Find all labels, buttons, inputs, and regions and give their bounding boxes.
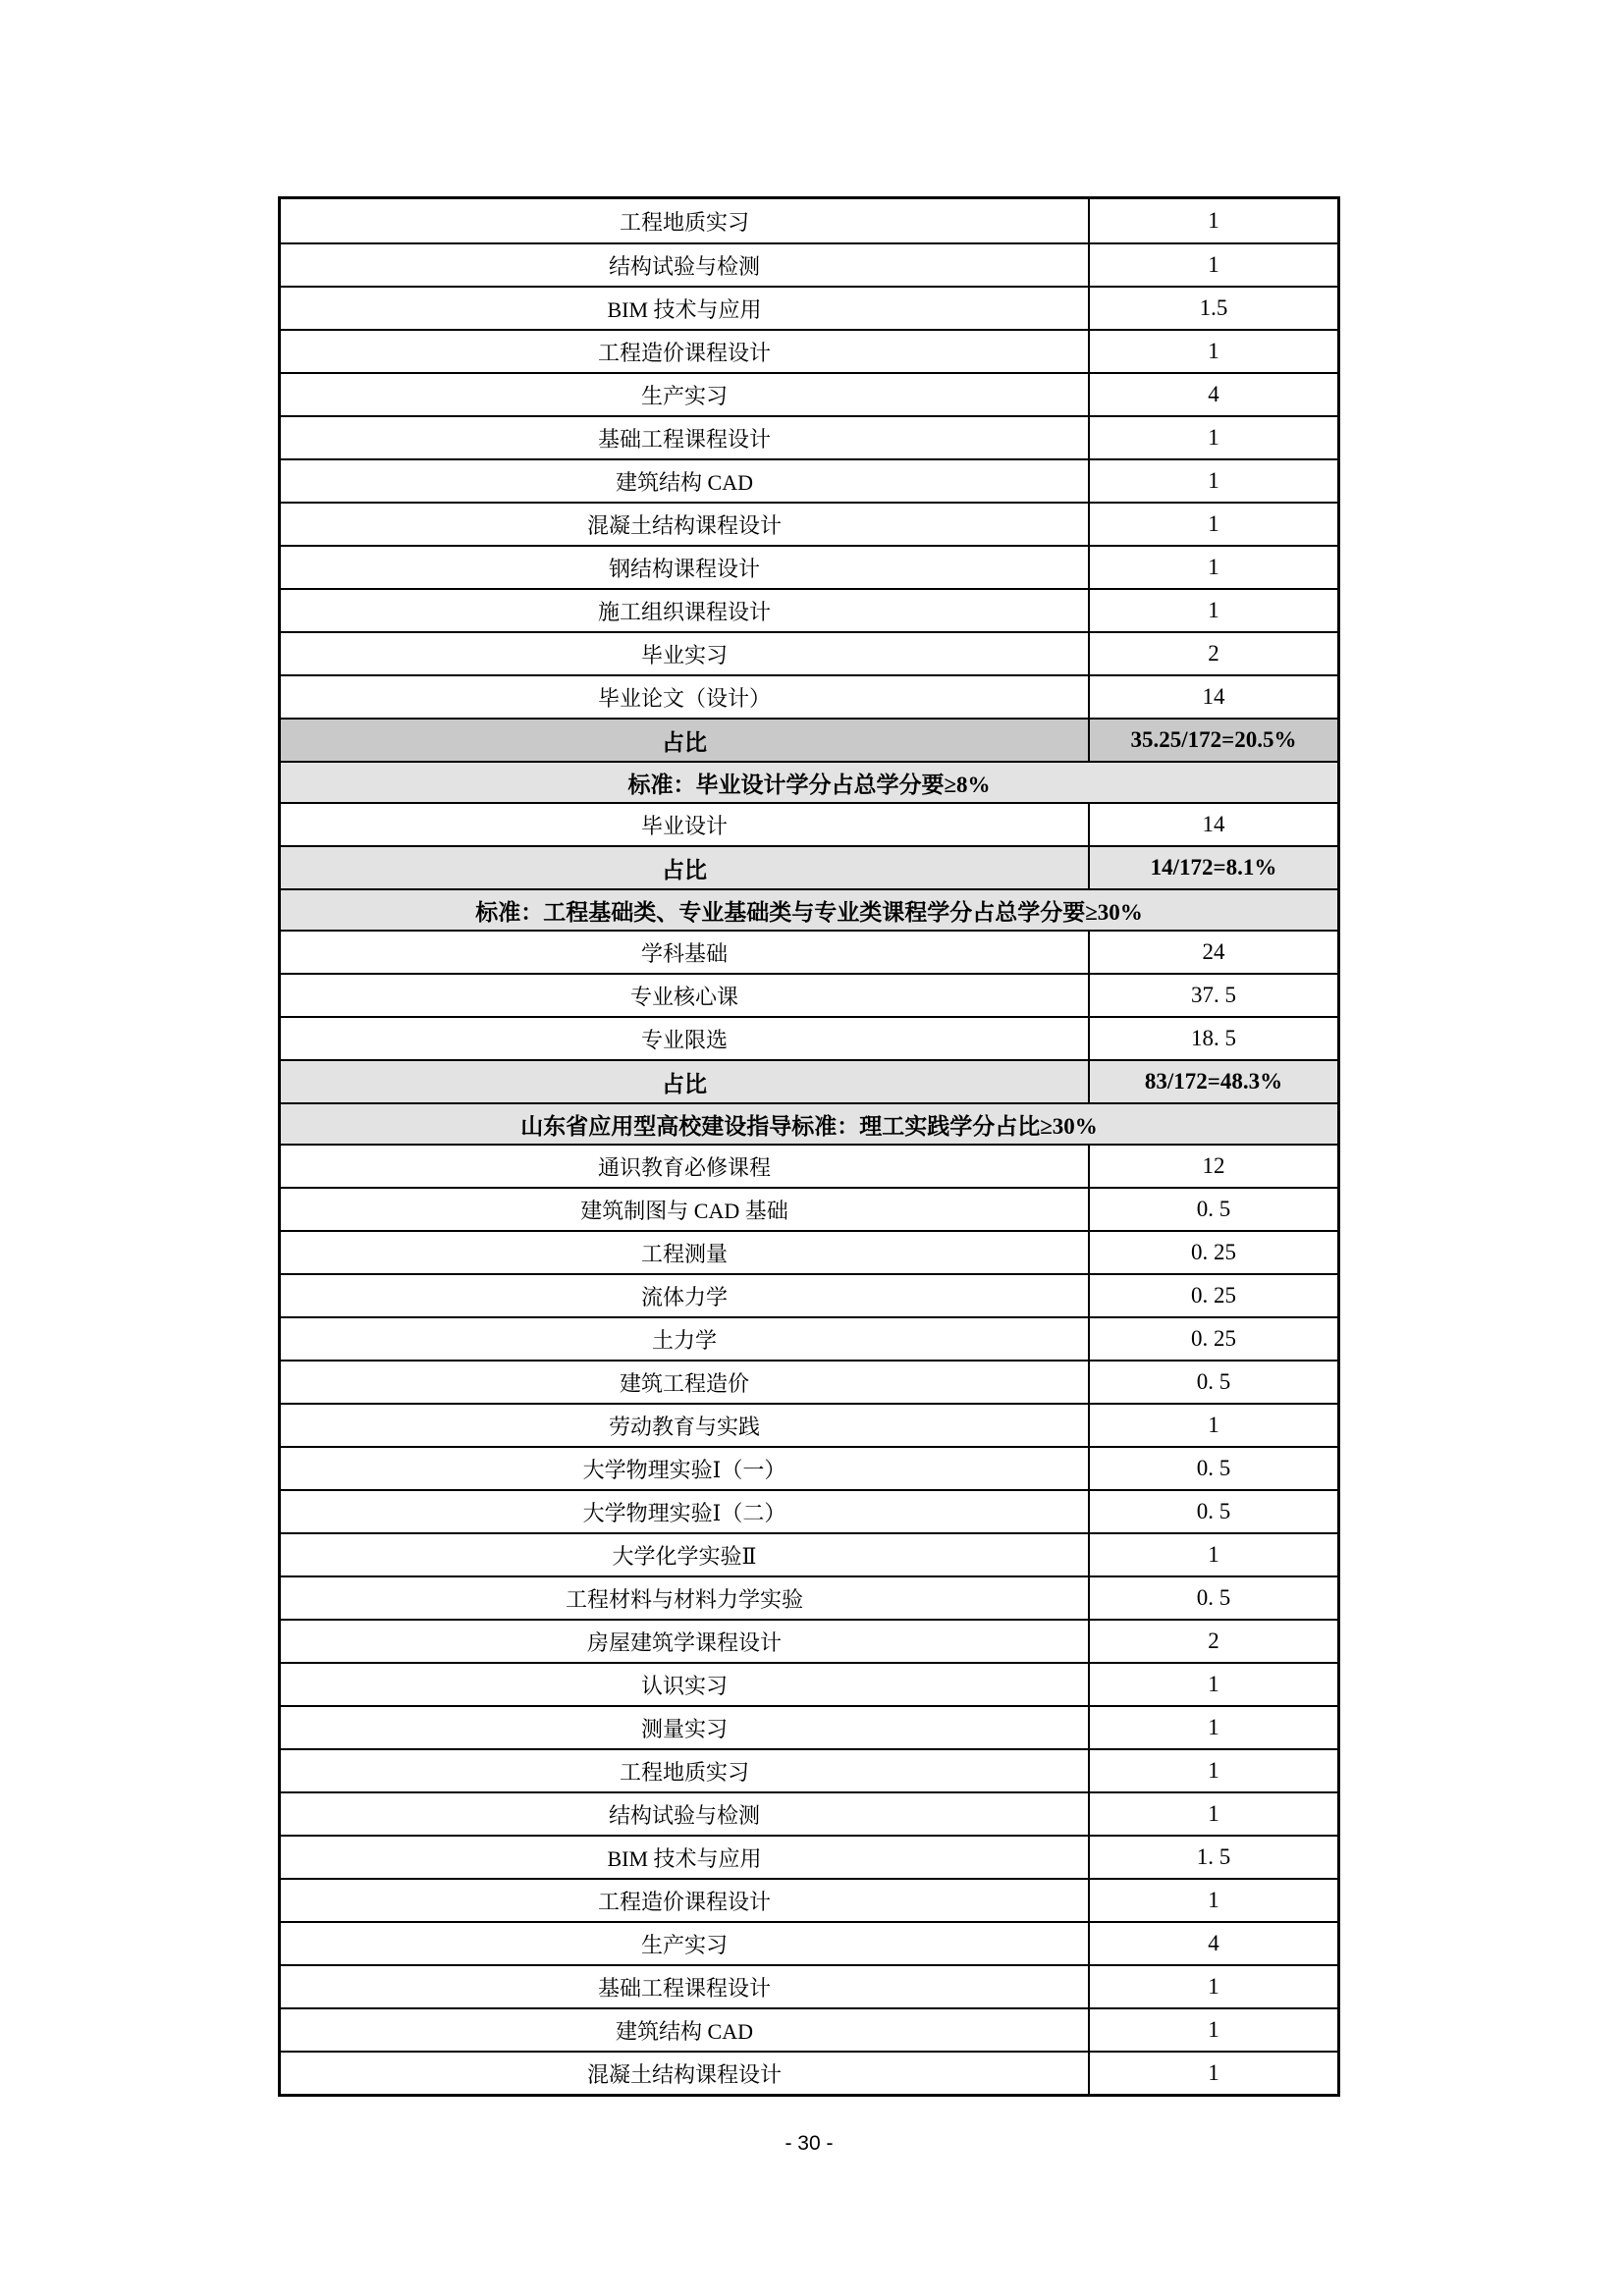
ratio-value-cell: 83/172=48.3% (1088, 1061, 1337, 1102)
course-name-cell: 工程地质实习 (619, 1759, 749, 1785)
ratio-row (281, 845, 1337, 888)
credit-value-cell: 4 (1088, 374, 1337, 415)
credit-value-cell: 14 (1088, 676, 1337, 718)
course-name-cell: 大学物理实验Ⅰ（二） (582, 1500, 786, 1525)
course-row (281, 1230, 1337, 1273)
course-name-cell: 毕业设计 (640, 813, 728, 838)
credit-value-cell: 1 (1088, 590, 1337, 631)
course-name-cell: 劳动教育与实践 (608, 1414, 760, 1439)
course-row (281, 329, 1337, 372)
course-row (281, 1748, 1337, 1791)
ratio-row (281, 718, 1337, 761)
course-name-cell: 结构试验与检测 (608, 1802, 760, 1828)
course-row (281, 458, 1337, 502)
course-row (281, 930, 1337, 973)
course-row (281, 1835, 1337, 1878)
course-row (281, 1791, 1337, 1835)
course-row (281, 372, 1337, 415)
course-name-cell: 大学物理实验Ⅰ（一） (582, 1457, 786, 1482)
ratio-row (281, 1059, 1337, 1102)
course-row (281, 1619, 1337, 1662)
course-name-cell: 基础工程课程设计 (597, 426, 771, 452)
course-row (281, 1575, 1337, 1619)
course-row (281, 1144, 1337, 1187)
credit-value-cell: 14 (1088, 804, 1337, 845)
course-row (281, 973, 1337, 1016)
page-number: - 30 - (785, 2132, 834, 2155)
course-row (281, 1705, 1337, 1748)
course-name-cell: 测量实习 (640, 1716, 728, 1741)
credit-value-cell: 1 (1088, 504, 1337, 545)
course-row (281, 2007, 1337, 2051)
credit-value-cell: 1 (1088, 1664, 1337, 1705)
credit-value-cell: 1 (1088, 2009, 1337, 2051)
course-name-cell: 通识教育必修课程 (597, 1154, 771, 1180)
course-row (281, 802, 1337, 845)
course-row (281, 1964, 1337, 2007)
course-name-cell: 大学化学实验Ⅱ (612, 1543, 757, 1569)
course-row (281, 242, 1337, 286)
course-name-cell: 建筑制图与 CAD 基础 (580, 1198, 788, 1223)
credit-value-cell: 1 (1088, 1534, 1337, 1575)
credit-value-cell: 1 (1088, 1966, 1337, 2007)
standard-text: 标准：毕业设计学分占总学分要≥8% (627, 772, 991, 797)
credit-value-cell: 18. 5 (1088, 1018, 1337, 1059)
credit-value-cell: 0. 5 (1088, 1448, 1337, 1489)
credit-value-cell: 1.5 (1088, 288, 1337, 329)
credit-value-cell: 12 (1088, 1146, 1337, 1187)
credit-value-cell: 1 (1088, 417, 1337, 458)
course-name-cell: 专业限选 (640, 1027, 728, 1052)
course-name-cell: 毕业论文（设计） (597, 685, 771, 711)
credit-value-cell: 1 (1088, 244, 1337, 286)
course-row (281, 674, 1337, 718)
course-name-cell: 毕业实习 (640, 642, 728, 667)
ratio-value-cell: 35.25/172=20.5% (1088, 720, 1337, 761)
course-row (281, 2051, 1337, 2094)
course-name-cell: 专业核心课 (629, 984, 738, 1009)
credit-value-cell: 0. 5 (1088, 1491, 1337, 1532)
course-row (281, 1016, 1337, 1059)
credit-value-cell: 0. 5 (1088, 1577, 1337, 1619)
course-name-cell: 房屋建筑学课程设计 (586, 1629, 782, 1655)
course-name-cell: 工程测量 (640, 1241, 728, 1266)
course-name-cell: 建筑结构 CAD (616, 469, 753, 495)
course-name-cell: 钢结构课程设计 (608, 556, 760, 581)
ratio-label-cell: 占比 (662, 729, 707, 755)
credit-table (278, 196, 1340, 2097)
course-row (281, 1921, 1337, 1964)
course-row (281, 1878, 1337, 1921)
course-row (281, 588, 1337, 631)
course-name-cell: 工程材料与材料力学实验 (565, 1586, 803, 1612)
credit-value-cell: 1 (1088, 1880, 1337, 1921)
ratio-label-cell: 占比 (662, 857, 707, 882)
standard-row (281, 761, 1337, 802)
ratio-label-cell: 占比 (662, 1071, 707, 1096)
credit-value-cell: 1 (1088, 547, 1337, 588)
course-row (281, 1360, 1337, 1403)
course-row (281, 1662, 1337, 1705)
credit-value-cell: 1 (1088, 199, 1337, 242)
credit-value-cell: 1 (1088, 1405, 1337, 1446)
credit-value-cell: 1 (1088, 1793, 1337, 1835)
course-row (281, 199, 1337, 242)
course-name-cell: 认识实习 (640, 1673, 728, 1698)
standard-text: 标准：工程基础类、专业基础类与专业类课程学分占总学分要≥30% (475, 899, 1143, 925)
credit-value-cell: 0. 5 (1088, 1362, 1337, 1403)
credit-value-cell: 2 (1088, 1621, 1337, 1662)
course-row (281, 1316, 1337, 1360)
credit-value-cell: 1 (1088, 460, 1337, 502)
course-name-cell: BIM 技术与应用 (607, 296, 762, 322)
credit-value-cell: 2 (1088, 633, 1337, 674)
course-row (281, 1187, 1337, 1230)
standard-row (281, 888, 1337, 930)
course-name-cell: 土力学 (651, 1327, 717, 1353)
credit-value-cell: 37. 5 (1088, 975, 1337, 1016)
credit-value-cell: 24 (1088, 932, 1337, 973)
course-name-cell: BIM 技术与应用 (607, 1845, 762, 1871)
credit-value-cell: 0. 25 (1088, 1318, 1337, 1360)
credit-value-cell: 0. 25 (1088, 1275, 1337, 1316)
credit-value-cell: 0. 5 (1088, 1189, 1337, 1230)
course-name-cell: 流体力学 (640, 1284, 728, 1309)
course-name-cell: 工程地质实习 (619, 209, 749, 235)
credit-value-cell: 4 (1088, 1923, 1337, 1964)
course-name-cell: 学科基础 (640, 940, 728, 966)
course-row (281, 1403, 1337, 1446)
course-name-cell: 生产实习 (640, 1932, 728, 1957)
standard-row (281, 1102, 1337, 1144)
course-row (281, 502, 1337, 545)
credit-value-cell: 1 (1088, 1707, 1337, 1748)
credit-value-cell: 1 (1088, 331, 1337, 372)
credit-value-cell: 1. 5 (1088, 1837, 1337, 1878)
standard-text: 山东省应用型高校建设指导标准：理工实践学分占比≥30% (520, 1113, 1098, 1139)
course-row (281, 1446, 1337, 1489)
ratio-value-cell: 14/172=8.1% (1088, 847, 1337, 888)
course-name-cell: 施工组织课程设计 (597, 599, 771, 624)
course-name-cell: 基础工程课程设计 (597, 1975, 771, 2001)
course-row (281, 545, 1337, 588)
credit-value-cell: 1 (1088, 2053, 1337, 2094)
course-row (281, 1532, 1337, 1575)
course-name-cell: 工程造价课程设计 (597, 1889, 771, 1914)
course-name-cell: 建筑工程造价 (619, 1370, 749, 1396)
course-name-cell: 混凝土结构课程设计 (586, 512, 782, 538)
course-row (281, 1273, 1337, 1316)
course-row (281, 1489, 1337, 1532)
course-row (281, 631, 1337, 674)
course-row (281, 286, 1337, 329)
credit-value-cell: 1 (1088, 1750, 1337, 1791)
course-name-cell: 结构试验与检测 (608, 253, 760, 279)
course-name-cell: 工程造价课程设计 (597, 340, 771, 365)
credit-value-cell: 0. 25 (1088, 1232, 1337, 1273)
course-name-cell: 混凝土结构课程设计 (586, 2061, 782, 2087)
course-name-cell: 生产实习 (640, 383, 728, 408)
course-row (281, 415, 1337, 458)
course-name-cell: 建筑结构 CAD (616, 2018, 753, 2044)
